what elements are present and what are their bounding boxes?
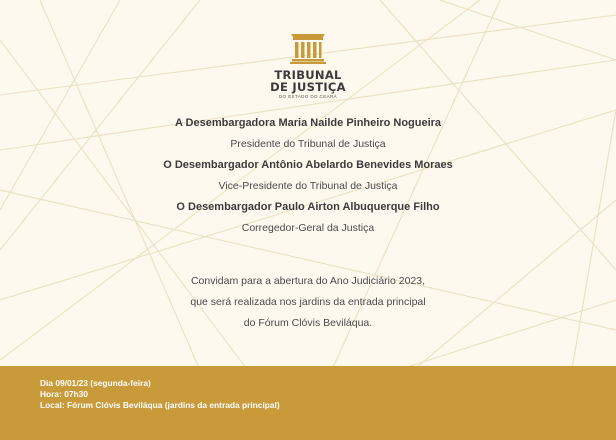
official-name-corregedor: O Desembargador Paulo Airton Albuquerque Filho: [176, 201, 440, 213]
official-role-president: Presidente do Tribunal de Justiça: [230, 138, 386, 150]
invitation-text: [0, 272, 616, 335]
official-name-president: A Desembargadora Maria Nailde Pinheiro Nogueira: [174, 117, 442, 129]
invitation-line-3: do Fórum Clóvis Beviláqua.: [243, 317, 373, 329]
logo-title-line2: DE JUSTIÇA: [270, 80, 346, 94]
courthouse-columns-icon: [290, 34, 326, 64]
logo-subtitle: DO ESTADO DO CEARÁ: [278, 94, 338, 99]
court-logo: [0, 34, 616, 99]
invitation-line-2: que será realizada nos jardins da entrada principal: [190, 296, 426, 308]
logo-title-line1: TRIBUNAL: [274, 68, 342, 82]
event-time: Hora: 07h30: [40, 389, 88, 399]
official-role-corregedor: Corregedor-Geral da Justiça: [241, 222, 375, 234]
event-details-footer: [0, 366, 616, 440]
officials-list: [0, 114, 616, 240]
invitation-line-1: Convidam para a abertura do Ano Judiciário 2023,: [190, 275, 426, 287]
event-date: Dia 09/01/23 (segunda-feira): [40, 378, 151, 388]
official-name-vice-president: O Desembargador Antônio Abelardo Benevides Moraes: [163, 159, 453, 171]
event-location: Local: Fórum Clóvis Beviláqua (jardins da entrada principal): [40, 400, 280, 410]
official-role-vice-president: Vice-Presidente do Tribunal de Justiça: [218, 180, 398, 192]
